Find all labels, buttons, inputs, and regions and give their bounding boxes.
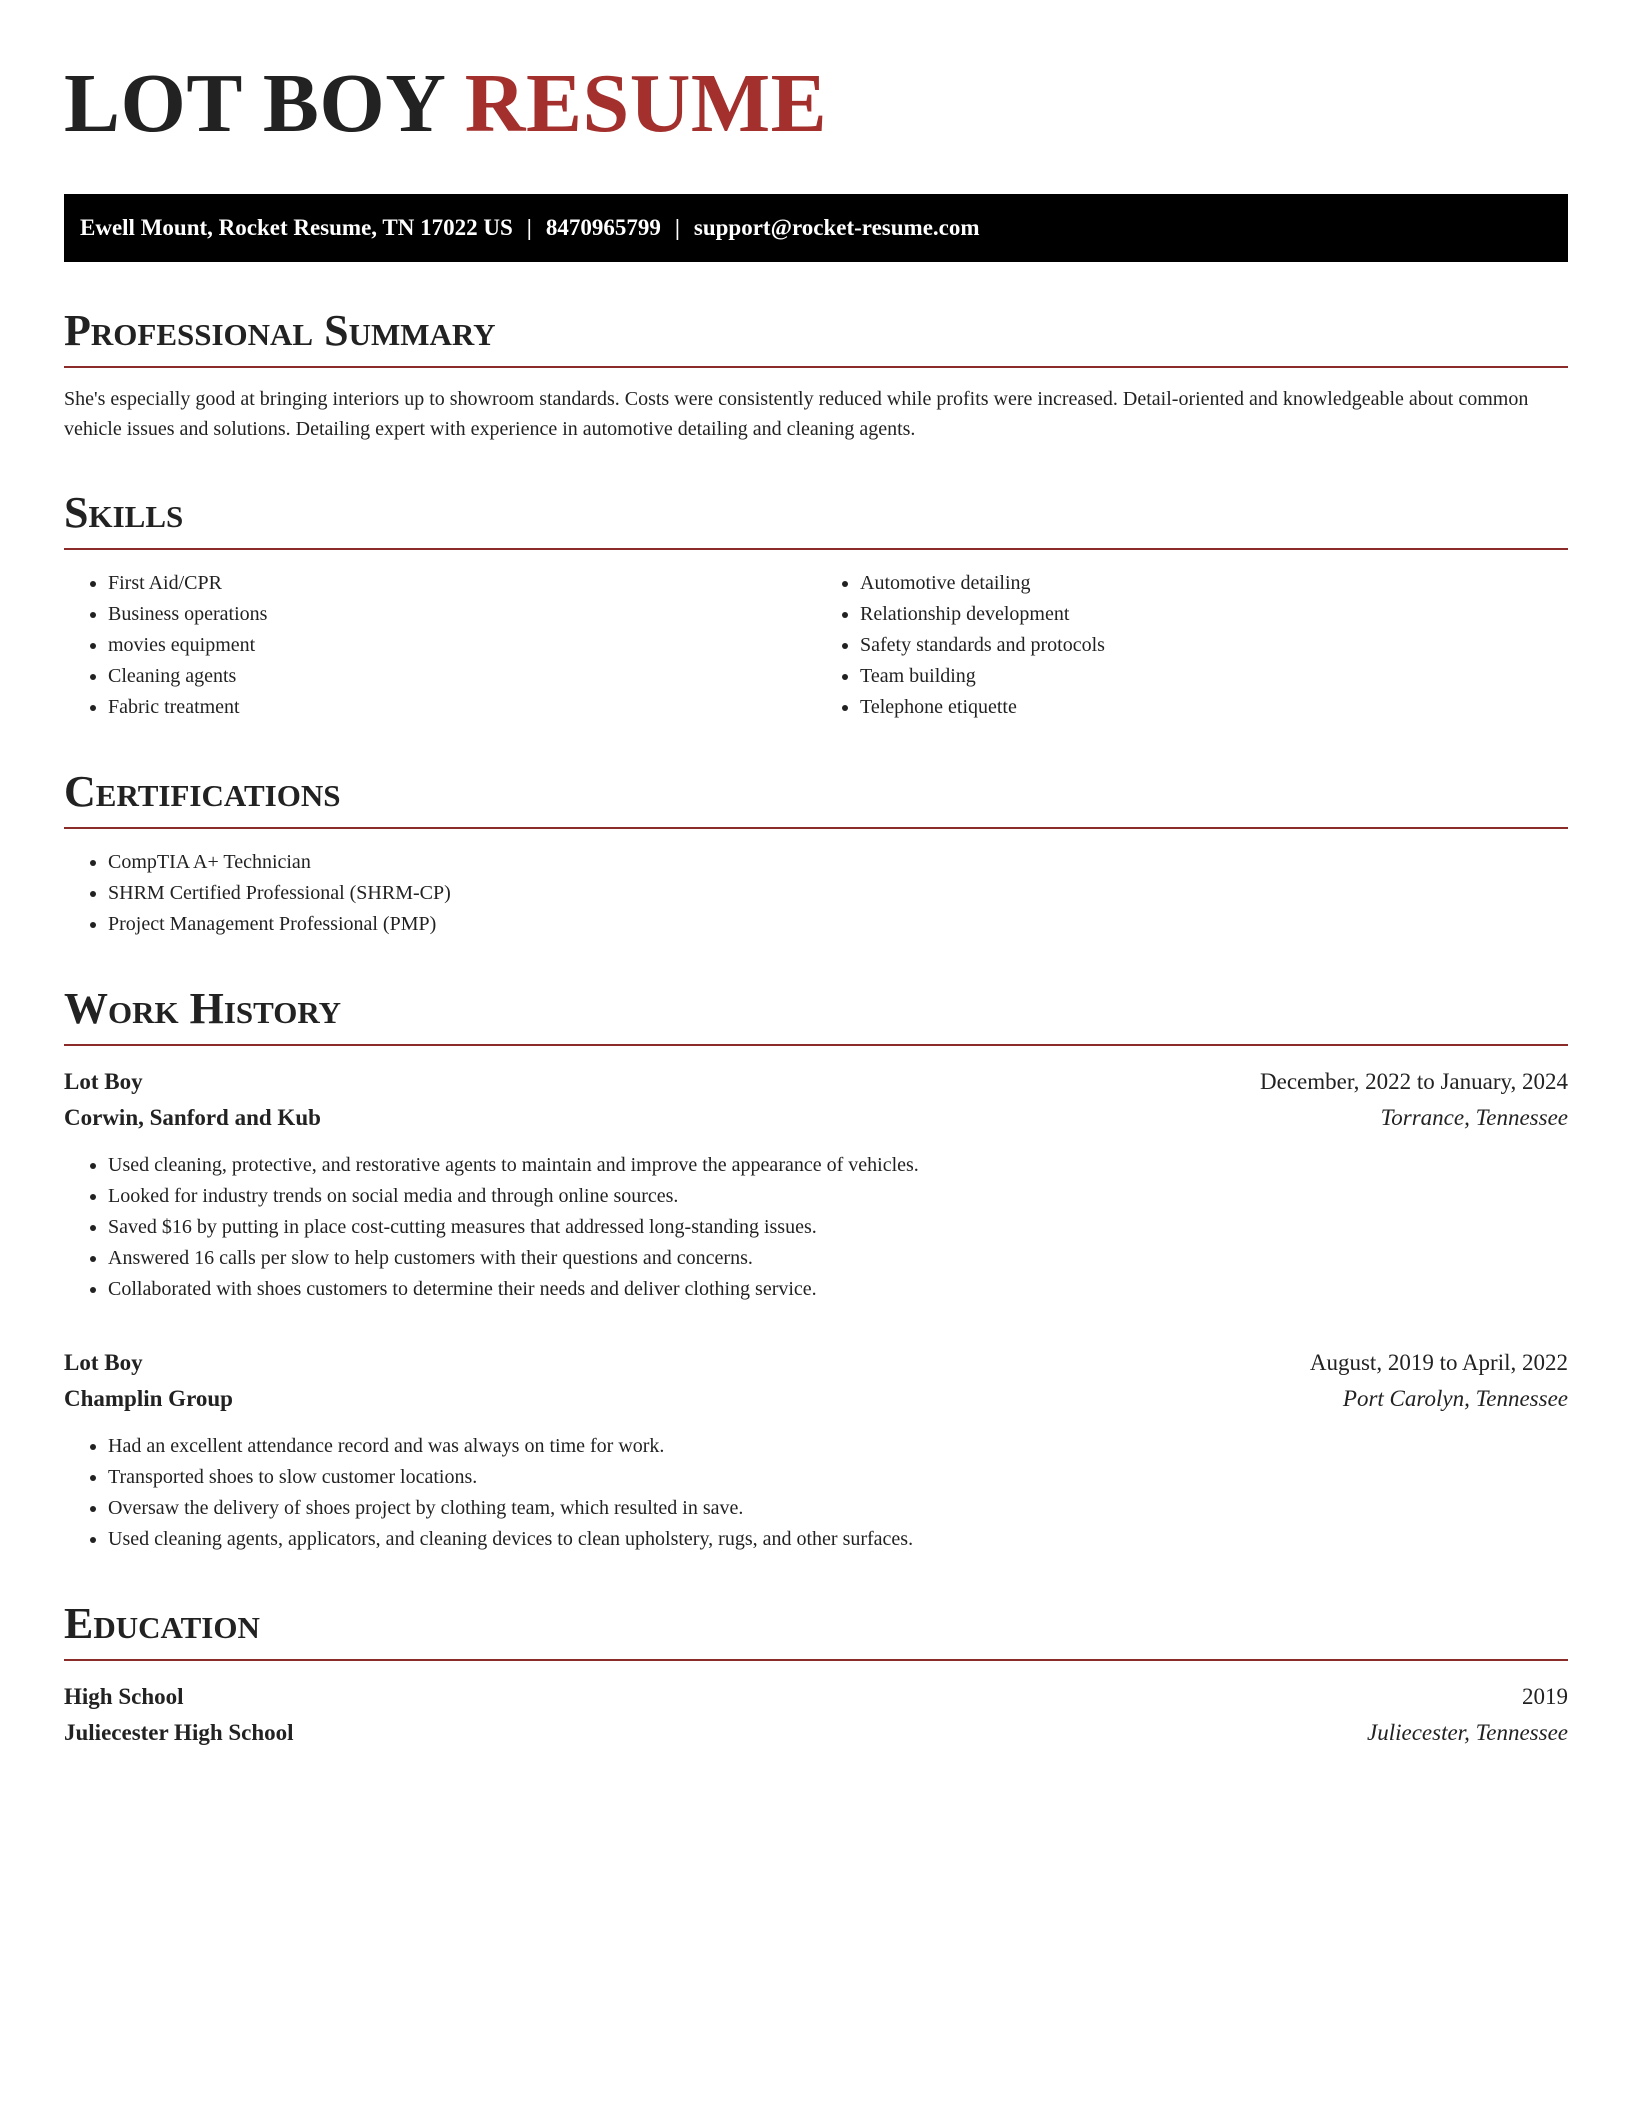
job-bullet: • Answered 16 calls per slow to help customers with their questions and concerns. — [108, 1243, 1568, 1274]
certification-item: • CompTIA A+ Technician — [108, 847, 1568, 878]
job-title-row — [64, 1345, 1568, 1381]
job-bullet: • Collaborated with shoes customers to determine their needs and deliver clothing service. — [108, 1274, 1568, 1305]
skills-list-right — [816, 568, 1568, 723]
job-title: Lot Boy — [64, 1350, 143, 1375]
job-location: Port Carolyn, Tennessee — [1342, 1386, 1568, 1411]
job-title-row — [64, 1064, 1568, 1100]
certification-item: • SHRM Certified Professional (SHRM-CP) — [108, 878, 1568, 909]
resume-title — [64, 58, 1568, 150]
work-history-section — [64, 984, 1568, 1555]
job-entry — [64, 1345, 1568, 1555]
skills-list-left — [64, 568, 816, 723]
certifications-section — [64, 767, 1568, 940]
job-bullet: • Used cleaning agents, applicators, and cleaning devices to clean upholstery, rugs, and other surfaces. — [108, 1524, 1568, 1555]
contact-bar — [64, 194, 1568, 262]
job-company: Corwin, Sanford and Kub — [64, 1105, 321, 1130]
education-degree: High School — [64, 1684, 184, 1709]
skills-section — [64, 488, 1568, 723]
job-dates: December, 2022 to January, 2024 — [1260, 1069, 1568, 1094]
contact-email: support@rocket-resume.com — [693, 215, 980, 240]
job-entry — [64, 1064, 1568, 1305]
skill-item: • Automotive detailing — [860, 568, 1568, 599]
job-title: Lot Boy — [64, 1069, 143, 1094]
job-bullet: • Used cleaning, protective, and restorative agents to maintain and improve the appearance of vehicles. — [108, 1150, 1568, 1181]
job-bullet: • Transported shoes to slow customer locations. — [108, 1462, 1568, 1493]
skill-item: • Business operations — [108, 599, 816, 630]
title-main: LOT BOY — [64, 57, 444, 150]
education-entry — [64, 1679, 1568, 1751]
education-section — [64, 1599, 1568, 1751]
job-company-row — [64, 1381, 1568, 1417]
certification-item: • Project Management Professional (PMP) — [108, 909, 1568, 940]
skill-item: • Telephone etiquette — [860, 692, 1568, 723]
job-location: Torrance, Tennessee — [1380, 1105, 1568, 1130]
skills-grid — [64, 568, 1568, 723]
title-accent: RESUME — [464, 57, 828, 150]
job-company: Champlin Group — [64, 1386, 233, 1411]
certifications-heading: Certifications — [64, 767, 1568, 829]
contact-separator: | — [674, 215, 680, 240]
certifications-list — [64, 847, 1568, 940]
contact-phone: 8470965799 — [545, 215, 661, 240]
education-school: Juliecester High School — [64, 1720, 294, 1745]
skill-item: • Relationship development — [860, 599, 1568, 630]
skills-heading: Skills — [64, 488, 1568, 550]
summary-section — [64, 306, 1568, 444]
education-school-row — [64, 1715, 1568, 1751]
skill-item: • Cleaning agents — [108, 661, 816, 692]
education-location: Juliecester, Tennessee — [1367, 1720, 1568, 1745]
job-bullet: • Saved $16 by putting in place cost-cutting measures that addressed long-standing issues. — [108, 1212, 1568, 1243]
job-bullets — [64, 1431, 1568, 1555]
contact-address: Ewell Mount, Rocket Resume, TN 17022 US — [80, 215, 513, 240]
job-bullet: • Had an excellent attendance record and was always on time for work. — [108, 1431, 1568, 1462]
education-year: 2019 — [1522, 1684, 1568, 1709]
skill-item: • Fabric treatment — [108, 692, 816, 723]
job-bullet: • Oversaw the delivery of shoes project by clothing team, which resulted in save. — [108, 1493, 1568, 1524]
skill-item: • movies equipment — [108, 630, 816, 661]
job-bullets — [64, 1150, 1568, 1305]
job-bullet: • Looked for industry trends on social media and through online sources. — [108, 1181, 1568, 1212]
contact-separator: | — [526, 215, 532, 240]
education-degree-row — [64, 1679, 1568, 1715]
job-dates: August, 2019 to April, 2022 — [1309, 1350, 1568, 1375]
skill-item: • Team building — [860, 661, 1568, 692]
work-history-heading: Work History — [64, 984, 1568, 1046]
job-company-row — [64, 1100, 1568, 1136]
summary-text: She's especially good at bringing interiors up to showroom standards. Costs were consistently reduced while profits were increased. Detail-oriented and knowledgeable about common vehicle issues and solutions. Detailing expert with experience in automotive detailing and cleaning agents. — [64, 388, 1529, 440]
skill-item: • Safety standards and protocols — [860, 630, 1568, 661]
education-heading: Education — [64, 1599, 1568, 1661]
skill-item: • First Aid/CPR — [108, 568, 816, 599]
summary-heading: Professional Summary — [64, 306, 1568, 368]
